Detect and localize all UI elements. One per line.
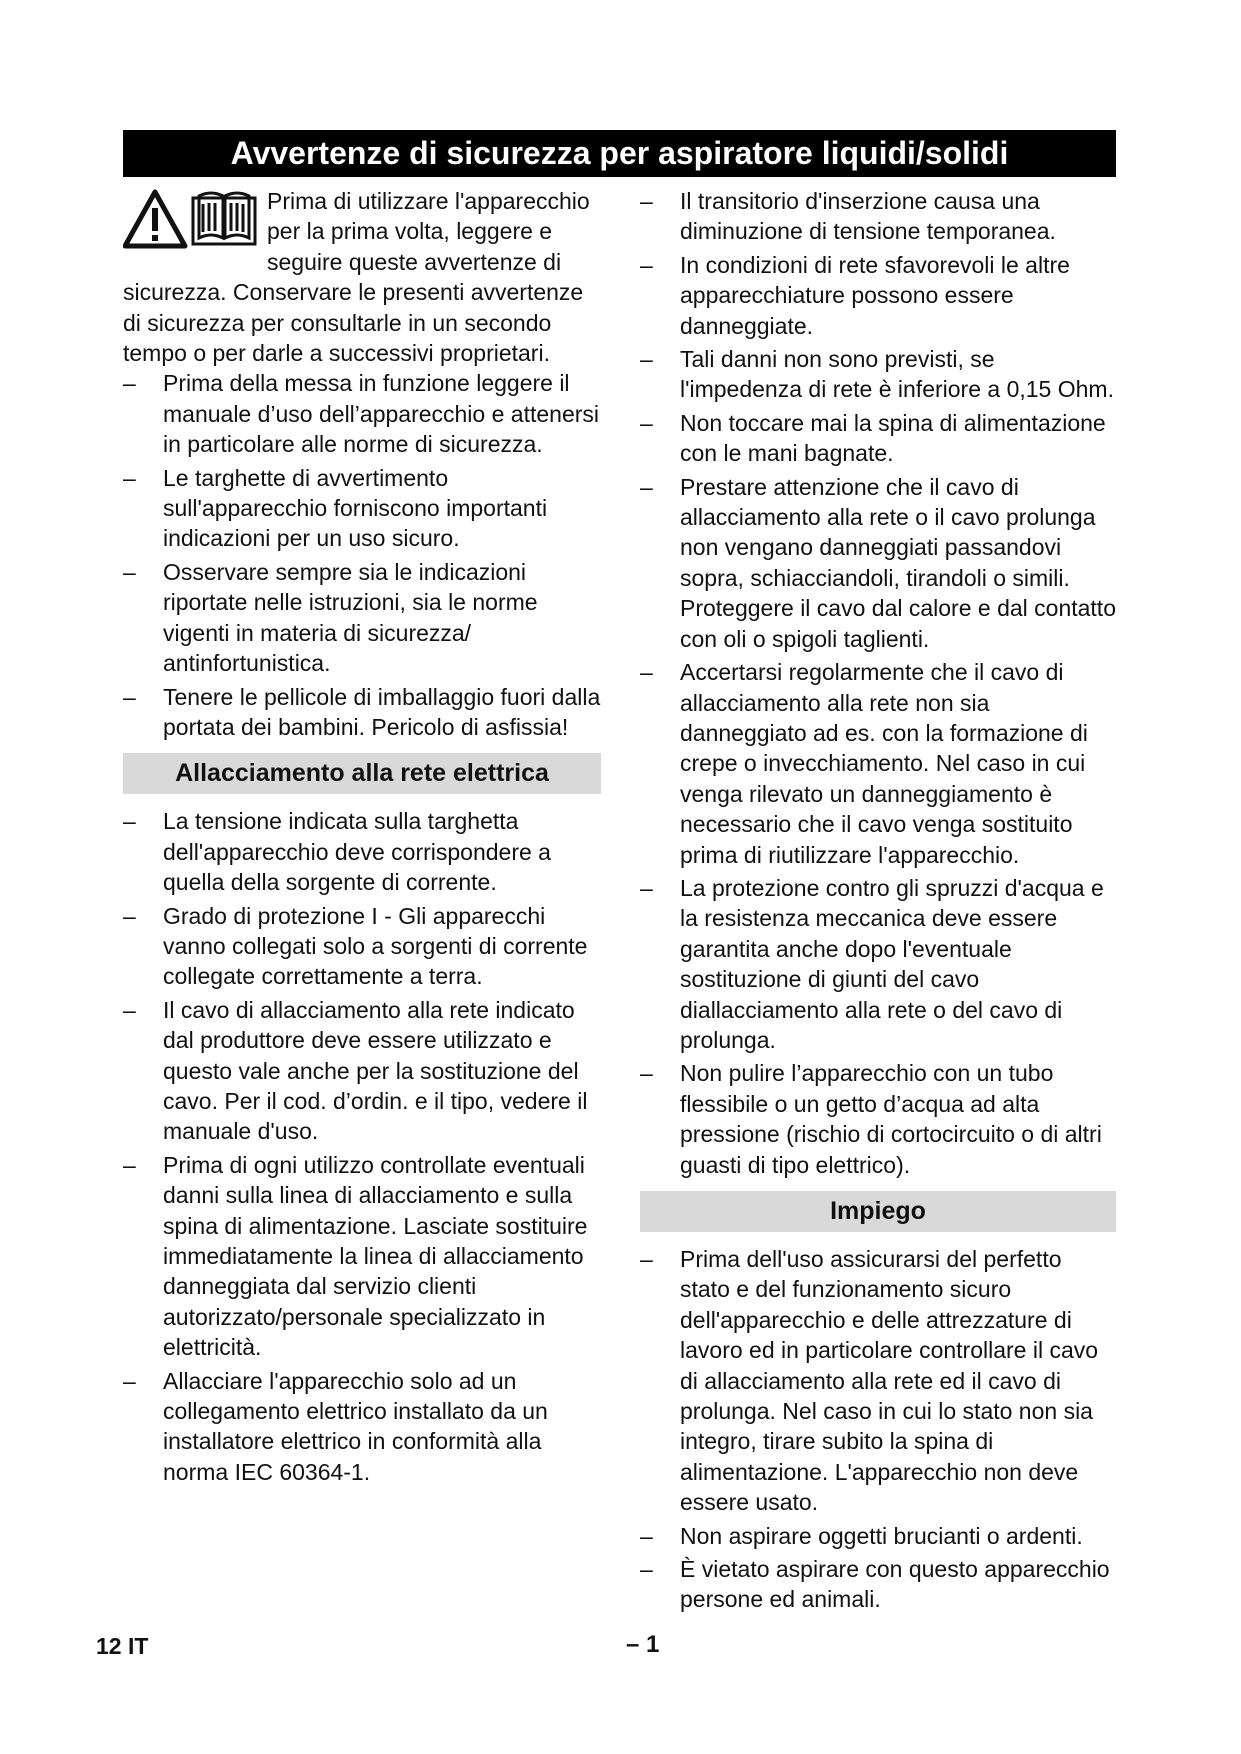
list-item: – Non aspirare oggetti brucianti o ardenti. bbox=[640, 1521, 1116, 1551]
page-number-label: 12 IT bbox=[96, 1633, 149, 1659]
dash-bullet: – bbox=[123, 996, 136, 1023]
dash-bullet: – bbox=[640, 473, 653, 500]
dash-bullet: – bbox=[123, 370, 136, 397]
list-item: – Prima dell'uso assicurarsi del perfetto stato e del funzionamento sicuro dell'apparecchio e delle attrezzature di lavoro ed in particolare controllare il cavo di allacciamento alla rete ed il cavo di prolunga. Nel caso in cui lo stato non sia integro, tirare subito la spina di alimentazione. L'apparecchio non deve essere usato. bbox=[640, 1246, 1099, 1516]
list-item: – Prima di ogni utilizzo controllate eventuali danni sulla linea di allacciamento e sulla spina di alimentazione. Lasciate sostituire immediatamente la linea di allacciamento danneggiata dal servizio clienti autorizzato/personale specializzato in elettricità. bbox=[123, 1151, 588, 1361]
section-heading-electric: Allacciamento alla rete elettrica bbox=[123, 753, 601, 794]
list-item: – Accertarsi regolarmente che il cavo di allacciamento alla rete non sia danneggiato ad es. con la formazione di crepe o invecchiamento. Nel caso in cui venga rilevato un danneggiamento è necessario che il cavo venga sostituito prima di riutilizzare l'apparecchio. bbox=[640, 659, 1088, 868]
list-item: – La protezione contro gli spruzzi d'acqua e la resistenza meccanica deve essere garantita anche dopo l'eventuale sostituzione di giunti del cavo diallacciamento alla rete o del cavo di prolunga. bbox=[640, 874, 1104, 1053]
list-item: – La tensione indicata sulla targhetta dell'apparecchio deve corrispondere a quella della sorgente di corrente. bbox=[123, 808, 551, 896]
list-item: – Prima della messa in funzione leggere il manuale d’uso dell’apparecchio e attenersi in particolare alle norme di sicurezza. bbox=[123, 370, 600, 458]
list-item: – Il transitorio d'inserzione causa una diminuzione di tensione temporanea. bbox=[640, 188, 1056, 245]
list-item: – Le targhette di avvertimento sull'apparecchio forniscono importanti indicazioni per un uso sicuro. bbox=[123, 464, 548, 552]
list-item: – Tenere le pellicole di imballaggio fuori dalla portata dei bambini. Pericolo di asfissia! bbox=[123, 683, 601, 740]
list-item: – Non toccare mai la spina di alimentazione con le mani bagnate. bbox=[640, 409, 1106, 467]
dash-bullet: – bbox=[123, 558, 136, 585]
page-title: Avvertenze di sicurezza per aspiratore liquidi/solidi bbox=[123, 130, 1116, 177]
list-item: – Prestare attenzione che il cavo di allacciamento alla rete o il cavo prolunga non vengano danneggiati passandovi sopra, schiacciandoli, tirandoli o simili. Proteggere il cavo dal calore e dal contatto con oli o spigoli taglienti. bbox=[640, 473, 1116, 652]
dash-bullet: – bbox=[640, 1522, 653, 1549]
manual-book-icon bbox=[193, 193, 255, 244]
list-item: – Allacciare l'apparecchio solo ad un collegamento elettrico installato da un installatore elettrico in conformità alla norma IEC 60364-1. bbox=[123, 1367, 548, 1485]
page-marker: – 1 bbox=[626, 1631, 660, 1658]
dash-bullet: – bbox=[640, 409, 653, 436]
list-item: – Grado di protezione I - Gli apparecchi vanno collegati solo a sorgenti di corrente collegate correttamente a terra. bbox=[123, 902, 588, 990]
dash-bullet: – bbox=[640, 346, 653, 373]
list-item: – Osservare sempre sia le indicazioni riportate nelle istruzioni, sia le norme vigenti in materia di sicurezza/ antinfortunistica. bbox=[123, 558, 538, 677]
dash-bullet: – bbox=[640, 251, 653, 278]
list-item: – Tali danni non sono previsti, se l'impedenza di rete è inferiore a 0,15 Ohm. bbox=[640, 346, 1114, 403]
safety-icons bbox=[123, 188, 259, 250]
dash-bullet: – bbox=[123, 1151, 136, 1178]
warning-triangle-icon bbox=[125, 192, 185, 246]
list-item: – Non pulire l’apparecchio con un tubo flessibile o un getto d’acqua ad alta pressione (rischio di cortocircuito o di altri guasti di tipo elettrico). bbox=[640, 1060, 1102, 1178]
section-heading-use: Impiego bbox=[640, 1191, 1116, 1232]
dash-bullet: – bbox=[123, 464, 136, 491]
intro-text: Prima di utilizzare l'apparecchio per la prima volta, leggere e seguire queste avvertenze di sicurezza. Conservare le presenti avvertenze di sicurezza per consultarle in un secondo tempo o per darle a successivi proprietari. bbox=[123, 188, 590, 367]
general-safety-list bbox=[123, 368, 601, 742]
dash-bullet: – bbox=[123, 683, 136, 710]
list-item: – È vietato aspirare con questo apparecchio persone ed animali. bbox=[640, 1556, 1110, 1613]
left-column bbox=[123, 186, 601, 1490]
dash-bullet: – bbox=[640, 659, 653, 686]
dash-bullet: – bbox=[640, 1060, 653, 1087]
list-item: – In condizioni di rete sfavorevoli le altre apparecchiature possono essere danneggiate. bbox=[640, 251, 1070, 339]
dash-bullet: – bbox=[640, 1556, 653, 1583]
dash-bullet: – bbox=[640, 188, 653, 214]
electric-list-right bbox=[640, 186, 1116, 1180]
dash-bullet: – bbox=[640, 874, 653, 901]
dash-bullet: – bbox=[123, 1367, 136, 1394]
electric-list-left bbox=[123, 806, 601, 1487]
dash-bullet: – bbox=[123, 902, 136, 929]
dash-bullet: – bbox=[123, 808, 136, 835]
list-item: – Il cavo di allacciamento alla rete indicato dal produttore deve essere utilizzato e questo vale anche per la sostituzione del cavo. Per il cod. d’ordin. e il tipo, vedere il manuale d'uso. bbox=[123, 996, 588, 1145]
intro-block bbox=[123, 186, 601, 368]
use-list bbox=[640, 1244, 1116, 1615]
dash-bullet: – bbox=[640, 1246, 653, 1272]
right-column bbox=[640, 186, 1116, 1618]
